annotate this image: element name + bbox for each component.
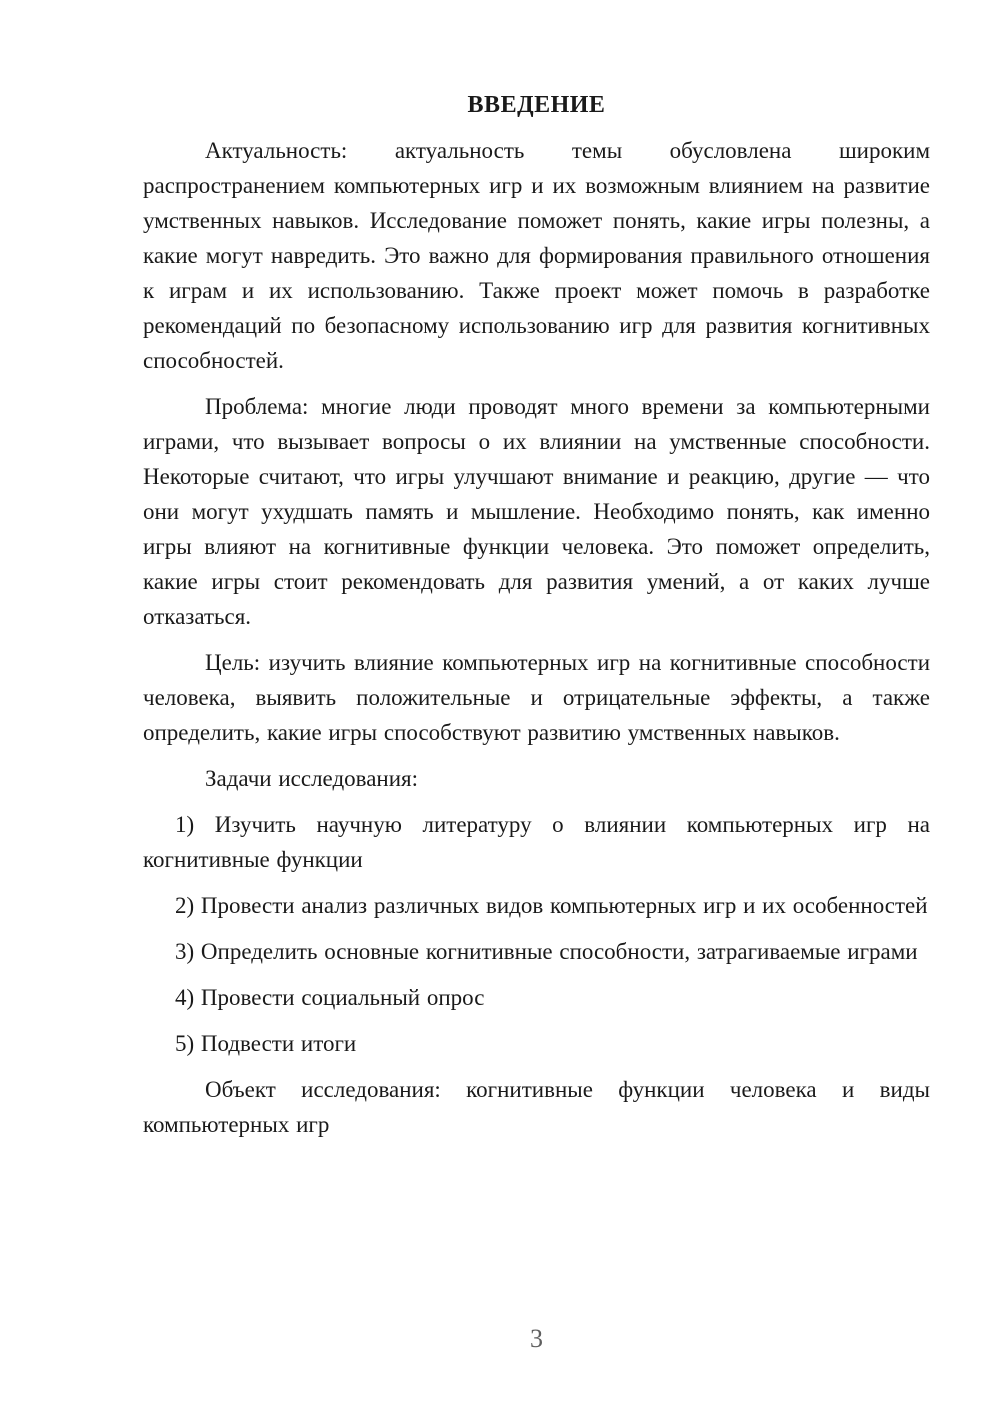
paragraph-relevance: Актуальность: актуальность темы обусловлена широким распространением компьютерных игр и их возможным влиянием на развитие умственных навыков. Исследование поможет понять, какие игры полезны, а какие могут навредить. Это важно для формирования правильного отношения к играм и их использованию. Также проект может помочь в разработке рекомендаций по безопасному использованию игр для развития когнитивных способностей.: [143, 138, 930, 373]
paragraph-goal: Цель: изучить влияние компьютерных игр на когнитивные способности человека, выявить положительные и отрицательные эффекты, а также определить, какие игры способствуют развитию умственных навыков.: [143, 650, 930, 745]
page-number: 3: [530, 1324, 543, 1353]
paragraph-object: Объект исследования: когнитивные функции человека и виды компьютерных игр: [143, 1077, 930, 1137]
task-item-3: 3) Определить основные когнитивные способности, затрагиваемые играми: [175, 939, 918, 964]
tasks-heading: Задачи исследования:: [205, 766, 419, 791]
task-item-4: 4) Провести социальный опрос: [175, 985, 485, 1010]
task-item-2: 2) Провести анализ различных видов компьютерных игр и их особенностей: [175, 893, 928, 918]
page-title: ВВЕДЕНИЕ: [467, 92, 606, 118]
task-item-5: 5) Подвести итоги: [175, 1031, 357, 1056]
task-item-1: 1) Изучить научную литературу о влиянии компьютерных игр на когнитивные функции: [143, 812, 930, 872]
paragraph-problem: Проблема: многие люди проводят много времени за компьютерными играми, что вызывает вопросы о их влиянии на умственные способности. Некоторые считают, что игры улучшают внимание и реакцию, другие — что они могут ухудшать память и мышление. Необходимо понять, как именно игры влияют на когнитивные функции человека. Это поможет определить, какие игры стоит рекомендовать для развития умений, а от каких лучше отказаться.: [143, 394, 930, 629]
